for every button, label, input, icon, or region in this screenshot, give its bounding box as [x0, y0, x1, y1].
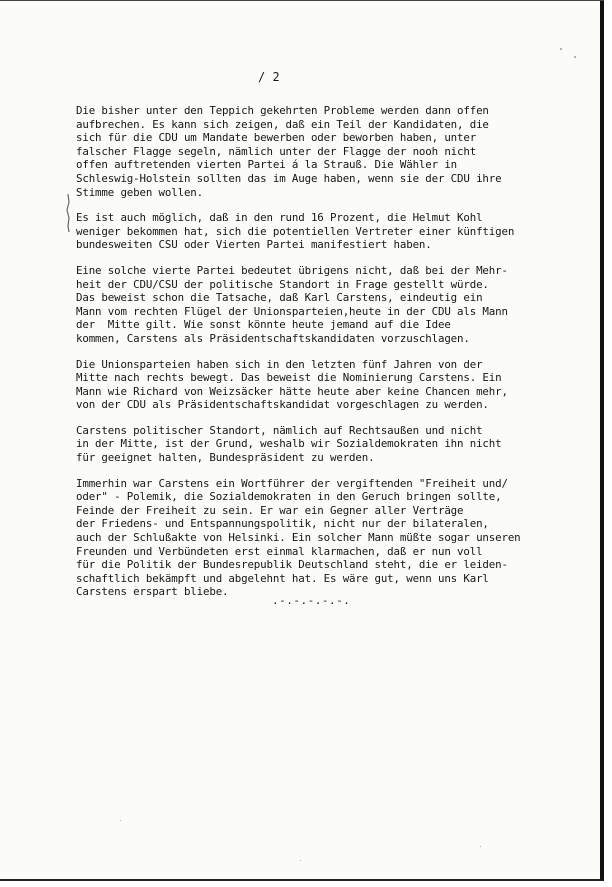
text-line: Carstens politischer Standort, nämlich auf Rechtsaußen und nicht — [76, 423, 483, 437]
scan-speck — [480, 846, 481, 847]
text-line: der Friedens- und Entspannungspolitik, nicht nur der bilateralen, — [76, 517, 489, 531]
text-line: Immerhin war Carstens ein Wortführer der vergiftenden "Freiheit und/ — [76, 476, 508, 490]
text-line: Mitte nach rechts bewegt. Das beweist die Nominierung Carstens. Ein — [76, 371, 502, 385]
text-line: oder" - Polemik, die Sozialdemokraten in den Geruch bringen sollte, — [76, 490, 502, 504]
text-line: der Mitte gilt. Wie sonst könnte heute jemand auf die Idee — [76, 318, 451, 332]
text-line: Es ist auch möglich, daß in den rund 16 Prozent, die Helmut Kohl — [76, 211, 483, 225]
text-line: kommen, Carstens als Präsidentschaftskandidaten vorzuschlagen. — [76, 331, 470, 345]
text-line: heit der CDU/CSU der politische Standort in Frage gestellt würde. — [76, 277, 489, 291]
text-line: Stimme geben wollen. — [76, 185, 204, 199]
letter-body — [76, 104, 596, 611]
paragraph — [76, 104, 596, 199]
text-line: falscher Flagge segeln, nämlich unter der Flagge der nooh nicht — [76, 144, 477, 158]
text-line: Das beweist schon die Tatsache, daß Karl Carstens, eindeutig ein — [76, 291, 483, 305]
text-line: bundesweiten CSU oder Vierten Partei manifestiert haben. — [76, 238, 432, 252]
text-line: Mann wie Richard von Weizsäcker hätte heute aber keine Chancen mehr, — [76, 384, 508, 398]
text-line: Die bisher unter den Teppich gekehrten Probleme werden dann offen — [76, 104, 489, 117]
paragraph — [76, 424, 596, 465]
text-line: Feinde der Freiheit zu sein. Er war ein Gegner aller Verträge — [76, 503, 464, 517]
text-line: aufbrechen. Es kann sich zeigen, daß ein Teil der Kandidaten, die — [76, 117, 489, 131]
paragraph — [76, 477, 596, 599]
paragraph — [76, 211, 596, 252]
text-line: sich für die CDU um Mandate bewerben oder beworben haben, unter — [76, 131, 477, 145]
text-line: auch der Schlußakte von Helsinki. Ein solcher Mann müßte sogar unseren — [76, 531, 521, 545]
scan-speck — [120, 820, 121, 821]
margin-annotation-mark — [64, 192, 72, 234]
paragraph — [76, 358, 596, 412]
text-line: Freunden und Verbündeten erst einmal klarmachen, daß er nun voll — [76, 544, 483, 558]
text-line: Carstens erspart bliebe. — [76, 585, 229, 599]
text-line: Mann vom rechten Flügel der Unionsparteien,heute in der CDU als Mann — [76, 304, 508, 318]
text-line: Eine solche vierte Partei bedeutet übrigens nicht, daß bei der Mehr- — [76, 263, 508, 277]
text-line: für geeignet halten, Bundespräsident zu werden. — [76, 451, 375, 465]
text-line: offen auftretenden vierten Partei á la Strauß. Die Wähler in — [76, 158, 458, 172]
text-line: schaftlich bekämpft und abgelehnt hat. Es wäre gut, wenn uns Karl — [76, 571, 489, 585]
text-line: weniger bekommen hat, sich die potentiellen Vertreter einer künftigen — [76, 224, 515, 238]
page-number: / 2 — [258, 70, 280, 84]
page-top-edge — [0, 0, 604, 1]
paragraph — [76, 264, 596, 346]
closing-separator: .-.-.-.-.-. — [272, 594, 351, 607]
text-line: Die Unionsparteien haben sich in den letzten fünf Jahren von der — [76, 357, 483, 371]
scan-speck — [300, 860, 301, 861]
scan-speck — [574, 56, 576, 58]
text-line: für die Politik der Bundesrepublik Deutschland steht, die er leiden- — [76, 558, 508, 572]
scan-speck — [560, 48, 562, 50]
text-line: von der CDU als Präsidentschaftskandidat vorgeschlagen zu werden. — [76, 398, 489, 412]
text-line: Schleswig-Holstein sollten das im Auge haben, wenn sie der CDU ihre — [76, 171, 502, 185]
text-line: in der Mitte, ist der Grund, weshalb wir Sozialdemokraten ihn nicht — [76, 437, 502, 451]
